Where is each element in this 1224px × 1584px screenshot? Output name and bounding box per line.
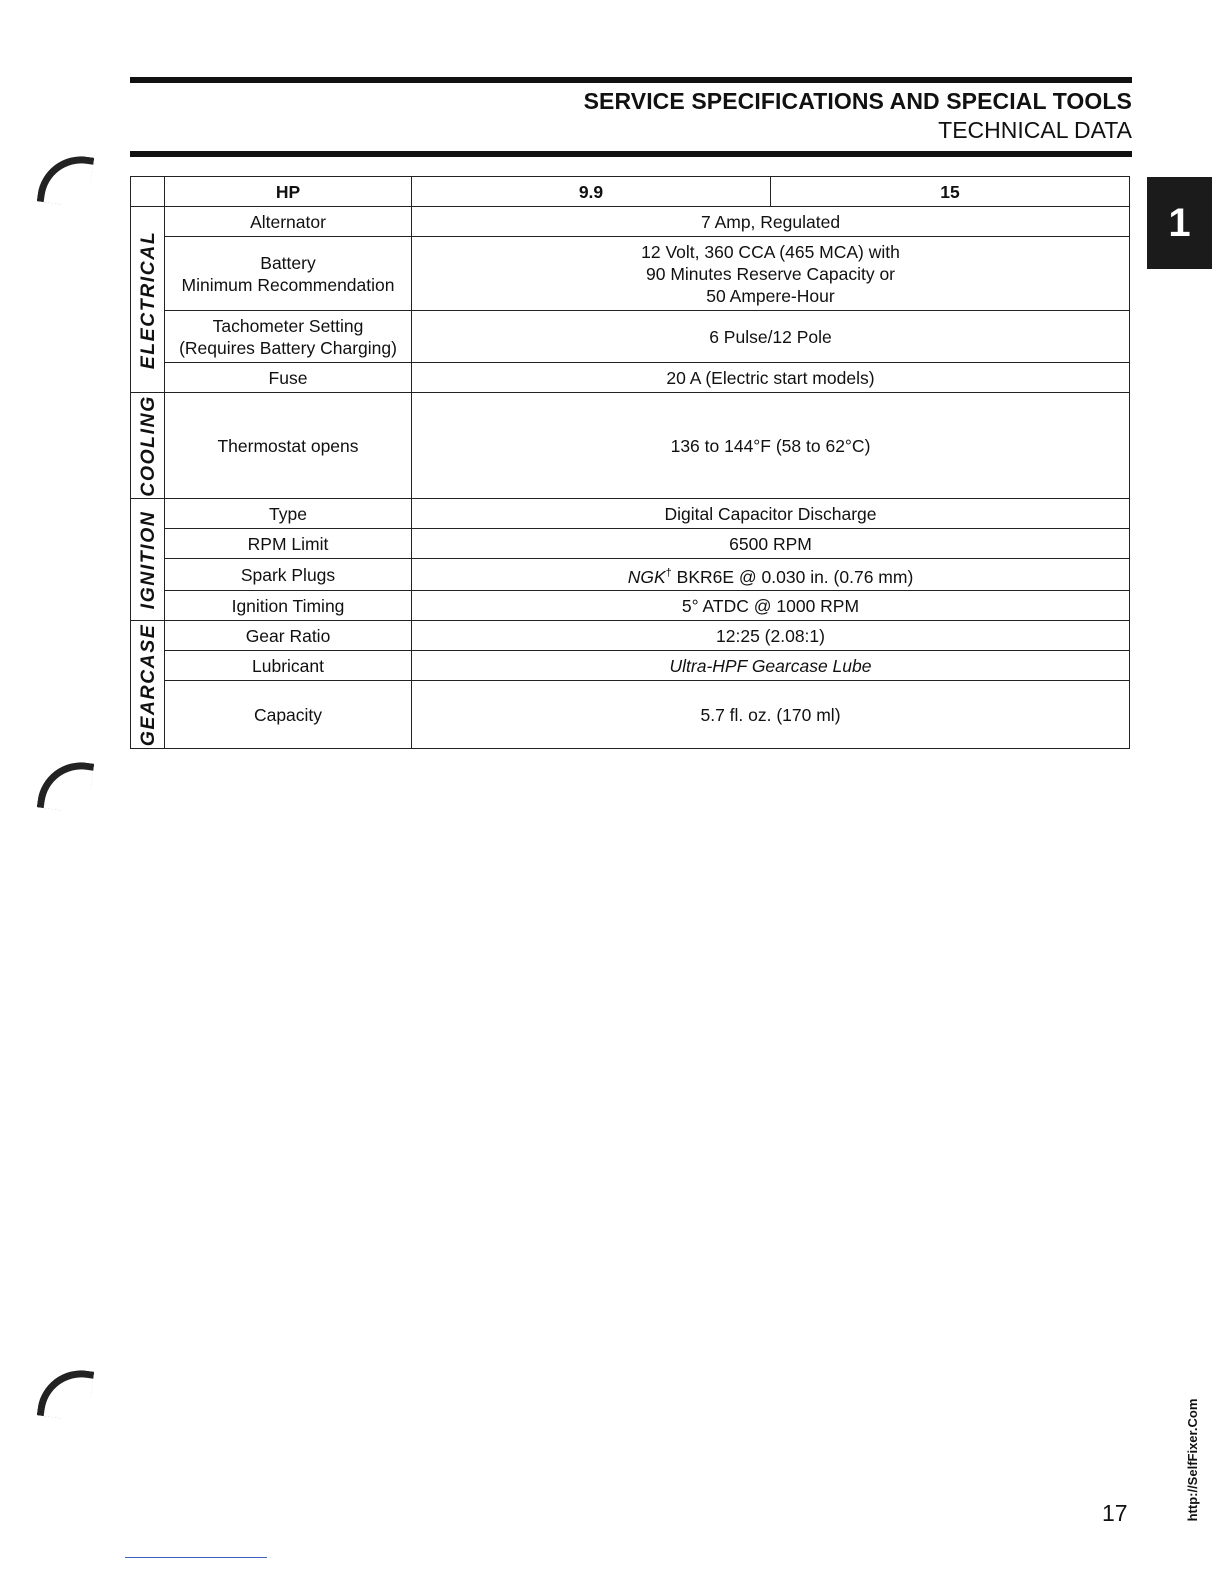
page-number: 17: [1102, 1500, 1128, 1526]
label-line: Battery: [260, 252, 316, 273]
row-value-type: Digital Capacitor Discharge: [412, 499, 1130, 529]
row-value-lubricant: Ultra-HPF Gearcase Lube: [412, 651, 1130, 681]
corner-cell: [131, 177, 165, 207]
col-header-9-9: 9.9: [412, 177, 771, 207]
hp-header: HP: [165, 177, 412, 207]
binder-hole-mark: [37, 757, 95, 815]
section-ignition: [131, 499, 165, 621]
table-row: [131, 311, 1130, 363]
label-line: Minimum Recommendation: [181, 274, 395, 295]
section-electrical-label: ELECTRICAL: [136, 230, 159, 369]
row-value-thermostat: 136 to 144°F (58 to 62°C): [412, 393, 1130, 499]
row-value-battery: [412, 237, 1130, 311]
table-row: [131, 591, 1130, 621]
section-cooling: [131, 393, 165, 499]
row-label-fuse: Fuse: [165, 363, 412, 393]
table-row: [131, 559, 1130, 591]
row-label-battery: [165, 237, 412, 311]
label-line: (Requires Battery Charging): [179, 337, 397, 358]
col-header-15: 15: [771, 177, 1130, 207]
row-label-capacity: Capacity: [165, 681, 412, 749]
row-value-tachometer: 6 Pulse/12 Pole: [412, 311, 1130, 363]
row-value-ignition-timing: 5° ATDC @ 1000 RPM: [412, 591, 1130, 621]
section-gearcase: [131, 621, 165, 749]
table-row: [131, 363, 1130, 393]
table-row: [131, 207, 1130, 237]
section-electrical: [131, 207, 165, 393]
technical-data-table: [130, 176, 1130, 749]
trademark-mark: †: [665, 566, 672, 579]
row-value-fuse: 20 A (Electric start models): [412, 363, 1130, 393]
footer-line: [125, 1557, 267, 1558]
table-header-row: [131, 177, 1130, 207]
row-label-tachometer: [165, 311, 412, 363]
value-line: 90 Minutes Reserve Capacity or: [646, 263, 895, 284]
row-value-rpm-limit: 6500 RPM: [412, 529, 1130, 559]
header-bottom-rule: [130, 151, 1132, 157]
section-title: SERVICE SPECIFICATIONS AND SPECIAL TOOLS: [583, 88, 1132, 114]
binder-hole-mark: [37, 151, 95, 209]
chapter-tab: 1: [1147, 177, 1212, 269]
table-row: [131, 621, 1130, 651]
row-label-type: Type: [165, 499, 412, 529]
table-row: [131, 681, 1130, 749]
section-ignition-label: IGNITION: [136, 510, 159, 609]
table-row: [131, 529, 1130, 559]
brand-name: NGK: [627, 566, 666, 587]
row-value-capacity: 5.7 fl. oz. (170 ml): [412, 681, 1130, 749]
row-label-gear-ratio: Gear Ratio: [165, 621, 412, 651]
table-row: [131, 651, 1130, 681]
row-value-gear-ratio: 12:25 (2.08:1): [412, 621, 1130, 651]
row-value-alternator: 7 Amp, Regulated: [412, 207, 1130, 237]
value-line: 12 Volt, 360 CCA (465 MCA) with: [641, 241, 900, 262]
row-label-spark-plugs: Spark Plugs: [165, 559, 412, 591]
table-row: [131, 499, 1130, 529]
table-row: [131, 237, 1130, 311]
watermark-url: http://SelfFixer.Com: [1185, 1398, 1200, 1522]
row-value-spark-plugs: [412, 559, 1130, 591]
row-label-thermostat: Thermostat opens: [165, 393, 412, 499]
row-label-lubricant: Lubricant: [165, 651, 412, 681]
section-cooling-label: COOLING: [136, 394, 159, 497]
row-label-alternator: Alternator: [165, 207, 412, 237]
spark-plug-spec: BKR6E @ 0.030 in. (0.76 mm): [676, 566, 914, 587]
table-row: [131, 393, 1130, 499]
row-label-rpm-limit: RPM Limit: [165, 529, 412, 559]
label-line: Tachometer Setting: [212, 315, 364, 336]
value-line: 50 Ampere-Hour: [706, 285, 835, 306]
section-gearcase-label: GEARCASE: [136, 623, 159, 746]
section-subtitle: TECHNICAL DATA: [938, 117, 1132, 143]
row-label-ignition-timing: Ignition Timing: [165, 591, 412, 621]
binder-hole-mark: [37, 1365, 95, 1423]
header-top-rule: [130, 77, 1132, 83]
